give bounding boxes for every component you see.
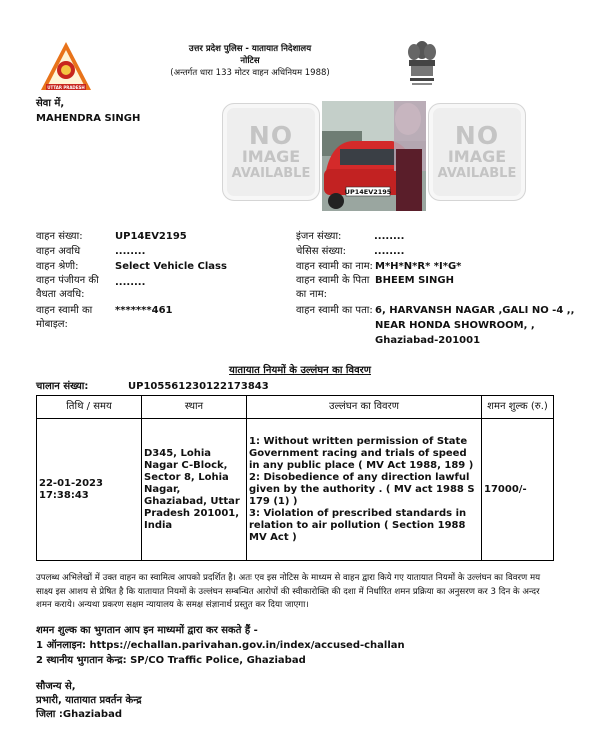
- courtesy-label: सौजन्य से,: [36, 681, 76, 692]
- notice-paragraph: उपलब्ध अभिलेखों में उक्त वाहन का स्वामित्व आपको प्रदर्शित है। अतः एव इस नोटिस के माध्यम से वाहन द्वारा किये गए यातायात नियमों के उल्लंघन का विवरण मय साक्ष्य इस आशय से प्रेषित है कि यातायात नियमों के उल्लंघन सम्बन्धित आरोपों की स्वीकारोक्ति की दशा में निर्धारित शमन प्रक्रिया का अनुसरण कर 3 दिन के अन्दर शमन कराये। अन्यथा प्रकरण सक्षम न्यायालय के समक्ष संज्ञानार्थ प्रस्तुत कर दिया जाएगा।: [36, 573, 541, 610]
- up-police-logo: [40, 40, 92, 92]
- owner-name-value: M*H*N*R* *I*G*: [375, 261, 462, 272]
- owner-address-line-3: Ghaziabad-201001: [375, 335, 481, 346]
- no-image-text: IMAGE: [241, 147, 301, 166]
- challan-number-label: चालान संख्या:: [36, 381, 89, 392]
- registration-validity-label: वाहन पंजीयन की: [36, 275, 99, 286]
- vehicle-period-label: वाहन अवधि: [36, 246, 81, 257]
- owner-name-label: वाहन स्वामी का नाम:: [296, 261, 373, 272]
- payment-local-center: 2 स्थानीय भुगतान केन्द्र: SP/CO Traffic Police, Ghaziabad: [36, 655, 306, 666]
- engine-number-value: ........: [374, 231, 405, 242]
- no-image-placeholder-right: [428, 103, 526, 201]
- registration-validity-label: वैधता अवधि:: [36, 289, 85, 300]
- table-row: [37, 419, 554, 561]
- column-header-fine: शमन शुल्क (रु.): [482, 396, 554, 419]
- district-label: जिला :Ghaziabad: [36, 709, 122, 720]
- owner-address-label: वाहन स्वामी का पता:: [296, 305, 373, 316]
- registration-validity-value: ........: [115, 277, 146, 288]
- no-image-text: AVAILABLE: [437, 166, 517, 181]
- payment-heading: शमन शुल्क का भुगतान आप इन माध्यमों द्वारा कर सकते हैं -: [36, 625, 258, 636]
- vehicle-number-value: UP14EV2195: [115, 231, 187, 242]
- offence-cell: 1: Without written permission of State Government racing and trials of speed in any public place ( MV Act 1988, 189 ) 2: Disobedience of any direction lawful given by the authority . ( MV act 1988 S 179 (1) ) 3: Violation of prescribed standards in relation to air pollution ( Section 1988 MV Act ): [247, 419, 482, 561]
- no-image-text: AVAILABLE: [231, 166, 311, 181]
- no-image-placeholder-left: [222, 103, 320, 201]
- payment-online-link[interactable]: 1 ऑनलाइन: https://echallan.parivahan.gov.in/index/accused-challan: [36, 640, 405, 651]
- ashoka-emblem-icon: [404, 38, 440, 90]
- father-name-label: का नाम:: [296, 289, 327, 300]
- datetime-cell: [37, 419, 142, 561]
- office-label: प्रभारी, यातायात प्रवर्तन केन्द्र: [36, 695, 142, 706]
- violation-date: 22-01-2023: [39, 477, 103, 489]
- vehicle-class-value: Select Vehicle Class: [115, 261, 227, 272]
- chassis-number-value: ........: [374, 246, 405, 257]
- logo-text: UTTAR PRADESH: [47, 85, 85, 90]
- violation-title: यातायात नियमों के उल्लंघन का विवरण: [229, 365, 371, 376]
- column-header-datetime: तिथि / समय: [37, 396, 142, 419]
- place-cell: D345, Lohia Nagar C-Block, Sector 8, Lohia Nagar, Ghaziabad, Uttar Pradesh 201001, India: [142, 419, 247, 561]
- header-line-1: उत्तर प्रदेश पुलिस - यातायात निदेशालय: [188, 44, 312, 54]
- vehicle-class-label: वाहन श्रेणी:: [36, 261, 79, 272]
- vehicle-photo: [322, 101, 426, 211]
- plate-text: UP14EV2195: [344, 188, 392, 196]
- owner-address-line-1: 6, HARVANSH NAGAR ,GALI NO -4 ,,: [375, 305, 575, 316]
- owner-mobile-label: मोबाइल:: [36, 319, 68, 330]
- header-line-3: (अन्तर्गत धारा 133 मोटर वाहन अधिनियम 1988): [170, 68, 330, 78]
- recipient-name: MAHENDRA SINGH: [36, 113, 141, 124]
- no-image-text: NO: [248, 121, 294, 150]
- owner-address-line-2: NEAR HONDA SHOWROOM, ,: [375, 320, 535, 331]
- violation-table: [36, 395, 554, 561]
- vehicle-period-value: ........: [115, 246, 146, 257]
- column-header-place: स्थान: [142, 396, 247, 419]
- recipient-label: सेवा में,: [36, 98, 65, 109]
- challan-number-value: UP105561230122173843: [128, 381, 269, 392]
- owner-mobile-value: *******461: [115, 305, 173, 316]
- header-line-2: नोटिस: [240, 56, 260, 66]
- vehicle-number-label: वाहन संख्या:: [36, 231, 83, 242]
- father-name-value: BHEEM SINGH: [375, 275, 454, 286]
- column-header-offence: उल्लंघन का विवरण: [247, 396, 482, 419]
- engine-number-label: इंजन संख्या:: [296, 231, 342, 242]
- chassis-number-label: चेसिस संख्या:: [296, 246, 347, 257]
- no-image-text: NO: [454, 121, 500, 150]
- owner-mobile-label: वाहन स्वामी का: [36, 305, 93, 316]
- father-name-label: वाहन स्वामी के पिता: [296, 275, 370, 286]
- no-image-text: IMAGE: [447, 147, 507, 166]
- violation-time: 17:38:43: [39, 489, 89, 501]
- table-header-row: [37, 396, 554, 419]
- fine-cell: 17000/-: [482, 419, 554, 561]
